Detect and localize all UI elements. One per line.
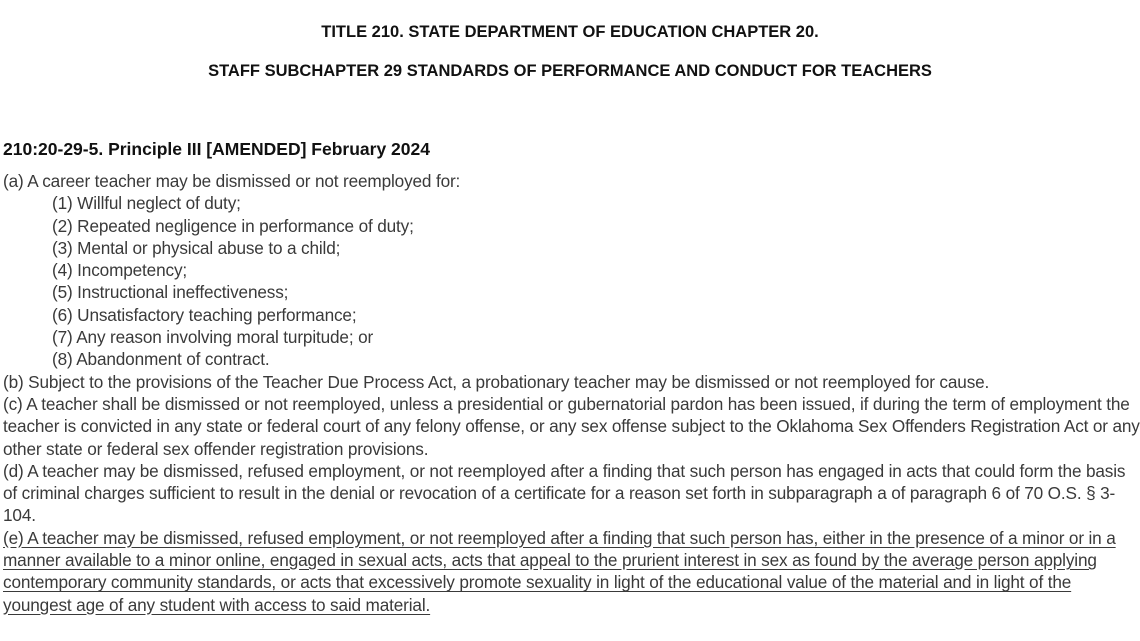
paragraph-e-amended: (e) A teacher may be dismissed, refused employment, or not reemployed after a finding that such person has, either in the presence of a minor or in a manner available to a minor online, engaged in sexual acts, acts that appeal to the prurient interest in sex as found by the average person applying contemporary community standards, or acts that excessively promote sexuality in light of the educational value of the material and in light of the youngest age of any student with access to said material. <box>3 527 1116 615</box>
paragraph-a-intro: (a) A career teacher may be dismissed or not reemployed for: <box>3 171 461 191</box>
paragraph-d: (d) A teacher may be dismissed, refused employment, or not reemployed after a finding that such person has engaged in acts that could form the basis of criminal charges sufficient to result in the denial or revocation of a certificate for a reason set forth in subparagraph a of paragraph 6 of 70 O.S. § 3-104. <box>3 460 1126 526</box>
list-item: (2) Repeated negligence in performance of duty; <box>52 215 414 236</box>
paragraph-b: (b) Subject to the provisions of the Teacher Due Process Act, a probationary teacher may be dismissed or not reemployed for cause. <box>3 371 990 392</box>
document-title: TITLE 210. STATE DEPARTMENT OF EDUCATION CHAPTER 20. <box>321 23 819 41</box>
list-item: (7) Any reason involving moral turpitude; or <box>52 327 374 348</box>
section-body <box>3 170 1140 616</box>
paragraph-c: (c) A teacher shall be dismissed or not reemployed, unless a presidential or gubernatorial pardon has been issued, if during the term of employment the teacher is convicted in any state or federal court of any felony offense, or any sex offense subject to the Oklahoma Sex Offenders Registration Act or any other state or federal sex offender registration provisions. <box>3 393 1140 459</box>
list-item: (3) Mental or physical abuse to a child; <box>52 237 341 258</box>
list-item: (4) Incompetency; <box>52 260 188 281</box>
list-item: (1) Willful neglect of duty; <box>52 193 241 214</box>
list-item: (8) Abandonment of contract. <box>52 349 270 370</box>
document-subtitle: STAFF SUBCHAPTER 29 STANDARDS OF PERFORMANCE AND CONDUCT FOR TEACHERS <box>208 62 932 80</box>
list-item: (5) Instructional ineffectiveness; <box>52 282 289 303</box>
section-heading: 210:20-29-5. Principle III [AMENDED] February 2024 <box>3 139 430 159</box>
list-item: (6) Unsatisfactory teaching performance; <box>52 304 357 325</box>
